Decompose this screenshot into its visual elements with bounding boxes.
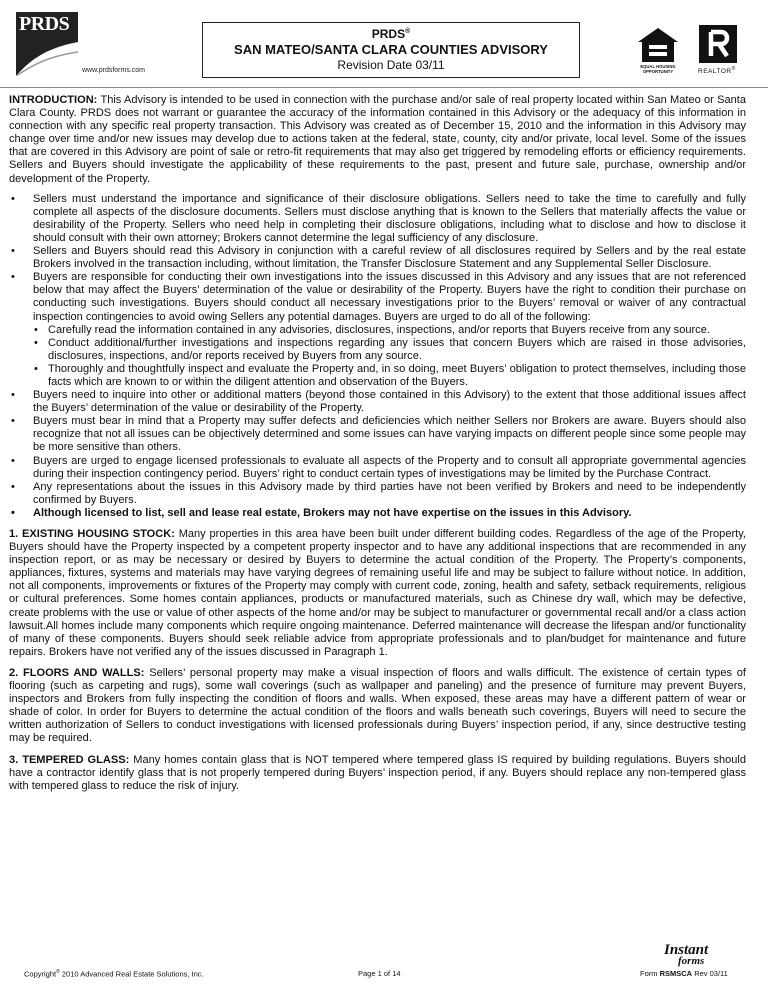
header-divider — [0, 87, 768, 88]
bullet-item — [9, 271, 746, 389]
footer — [0, 940, 768, 998]
bullet-text: Buyers are responsible for conducting their own investigations into the issues discussed in this Advisory and any issues that are not referenced below that may affect the Buyers’ determination of the value or desirability of the Property. Buyers have the right to condition their purchase on conducting such investigations. Buyers should conduct all necessary investigations prior to the Buyers’ removal or waiver of any contractual inspection contingencies to avoid owing Sellers any potential damages. Buyers are urged to do all of the following: — [33, 271, 746, 323]
form-id: Form RSMSCA Rev 03/11 — [640, 969, 728, 978]
intro-paragraph — [9, 94, 746, 186]
sub-bullet-item: • Thoroughly and thoughtfully inspect and evaluate the Property and, in so doing, meet Buyers’ obligation to protect themselves, including those facts which are known to or within the diligent attention and observation of the Buyers. — [33, 363, 746, 389]
sub-bullet-list — [33, 324, 746, 389]
section-existing-housing — [9, 528, 746, 659]
intro-heading: INTRODUCTION: — [9, 94, 98, 106]
section-heading: 3. TEMPERED GLASS: — [9, 753, 130, 766]
title-prds: PRDS® — [371, 27, 411, 41]
bullet-item: • Sellers must understand the importance and significance of their disclosure obligations. Sellers need to take the time to carefully and fully complete all aspects of the disclosure documents. Sellers must disclose anything that is known to the Sellers that materially affects the value or desirability of the Property. Sellers who need help in completing their disclosure obligations, including what to disclose and how to disclose it should consult with their own attorney; Brokers cannot determine the legal sufficiency of any disclosure. — [9, 193, 746, 245]
bullet-item: • Sellers and Buyers should read this Advisory in conjunction with a careful review of all disclosures required by Sellers and by the real estate Brokers involved in the transaction including, without limitation, the Transfer Disclosure Statement and any Supplemental Seller Disclosure. — [9, 245, 746, 271]
prds-logo — [16, 12, 78, 76]
sub-bullet-item: • Conduct additional/further investigations and inspections regarding any issues that concern Buyers which are raised in those advisories, disclosures, inspections, and/or reports received by Buyers from any source. — [33, 337, 746, 363]
section-heading: 1. EXISTING HOUSING STOCK: — [9, 528, 175, 540]
logo-swoosh-icon — [16, 12, 78, 76]
title-box — [202, 22, 580, 78]
bullet-item-bold: • Although licensed to list, sell and lease real estate, Brokers may not have expertise on the issues in this Advisory. — [9, 507, 746, 520]
section-tempered-glass — [9, 754, 746, 793]
realtor-icon — [698, 24, 738, 64]
section-heading: 2. FLOORS AND WALLS: — [9, 666, 145, 679]
website-link[interactable]: www.prdsforms.com — [82, 67, 146, 74]
sub-bullet-item: • Carefully read the information contained in any advisories, disclosures, inspections, and/or reports that Buyers receive from any source. — [33, 324, 746, 337]
copyright: Copyright® 2010 Advanced Real Estate Solutions, Inc. — [24, 969, 204, 979]
bullet-item: • Any representations about the issues in this Advisory made by third parties have not been verified by Brokers and need to be independently confirmed by Buyers. — [9, 481, 746, 507]
eho-label: EQUAL HOUSING OPPORTUNITY — [640, 64, 676, 74]
logo-text: PRDS — [19, 13, 70, 35]
page-number: Page 1 of 14 — [358, 969, 401, 978]
section-text: Many properties in this area have been built under different building codes. Regardless of the age of the Property, Buyers should have the Property inspected by a competent property inspector and to have any additional inspections that are recommended in any inspection report, or as may be necessary or desired by Buyers to determine the actual condition of the Property. The Property’s components, appliances, fixtures, systems and materials may have varying degrees of remaining useful life and may be subject to failure without notice. In addition, not all components, improvements or fixtures of the Property may comply with current code, zoning, health and safety, setback requirements, religious or cultural preferences. Some homes contain appliances, products or manufactured materials, such as Chinese dry wall, which may be defective, create problems with the use or value of other aspects of the home and/or may be subject to manufacturer or governmental recall and/or a class action lawsuit.All homes include many components which require ongoing maintenance. Deferred maintenance will decrease the lifespan and/or functionality of many of these components. Buyers should seek reliable advice from appropriate professionals and to plan/budget for maintenance and future repairs. Brokers have not verified any of the issues discussed in Paragraph 1. — [9, 528, 746, 658]
bullet-item: • Buyers must bear in mind that a Property may suffer defects and deficiencies which neither Sellers nor Brokers are aware. Buyers should also recognize that not all issues can be objectively determined and some issues can have varying impacts on different people since some people may be more sensitive than others. — [9, 415, 746, 454]
section-text: Sellers’ personal property may make a visual inspection of floors and walls difficult. The existence of certain types of flooring (such as carpeting and rugs), some wall coverings (such as wallpaper and paneling) and the presence of furniture may prevent Buyers, inspectors and Brokers from fully inspecting the condition of floors and walls. When exposed, these areas may have a different pattern of wear or shade of color. In order for Buyers to determine the actual condition of the floors and walls beneath such coverings, Buyers will need to secure the written authorization of Sellers to conduct investigations with licensed professionals during Buyers’ inspection period, if any, since destructive testing may be required. — [9, 666, 746, 745]
page-title: SAN MATEO/SANTA CLARA COUNTIES ADVISORY — [234, 42, 548, 57]
bullet-item: • Buyers need to inquire into other or additional matters (beyond those contained in this Advisory) to the extent that those additional issues affect the Buyers’ determination of the value or desirability of the Property. — [9, 389, 746, 415]
instant-word: Instant — [664, 942, 709, 958]
revision-date: Revision Date 03/11 — [337, 58, 445, 72]
section-text: Many homes contain glass that is NOT tempered where tempered glass IS required by building regulations. Buyers should have a contractor identify glass that is not properly tempered during Buyers’ inspection period, if any. Buyers should replace any non-tempered glass with tempered glass to reduce the risk of injury. — [9, 753, 747, 792]
advisory-body — [9, 94, 746, 793]
header — [0, 0, 768, 92]
section-floors-walls — [9, 667, 746, 746]
forms-word: forms — [678, 955, 705, 967]
intro-text: This Advisory is intended to be used in connection with the purchase and/or sale of real property located within San Mateo or Santa Clara County. PRDS does not warrant or guarantee the accuracy of the information contained in this Advisory or the adequacy of this information in connection with any specific real property transaction. This Advisory was created as of December 15, 2010 and the information in this Advisory may change over time and/or new issues may develop due to actions taken at the federal, state, county, city and/or private, local level. Some of the issues that are covered in this Advisory are point of sale or retro-fit requirements that may also get triggered by remodeling efforts or efficiency requirements. Sellers and Buyers should investigate the applicability of these requirements to the past, present and future sale, purchase, ownership and/or development of the Property. — [9, 94, 746, 185]
bullet-item: • Buyers are urged to engage licensed professionals to evaluate all aspects of the Property and to consult all appropriate governmental agencies during their inspection contingency period. Buyers’ right to conduct certain types of investigations may be limited by the Purchase Contract. — [9, 455, 746, 481]
realtor-label: REALTOR® — [698, 66, 736, 76]
advisory-bullet-list — [9, 193, 746, 520]
instant-forms-logo — [664, 942, 740, 972]
